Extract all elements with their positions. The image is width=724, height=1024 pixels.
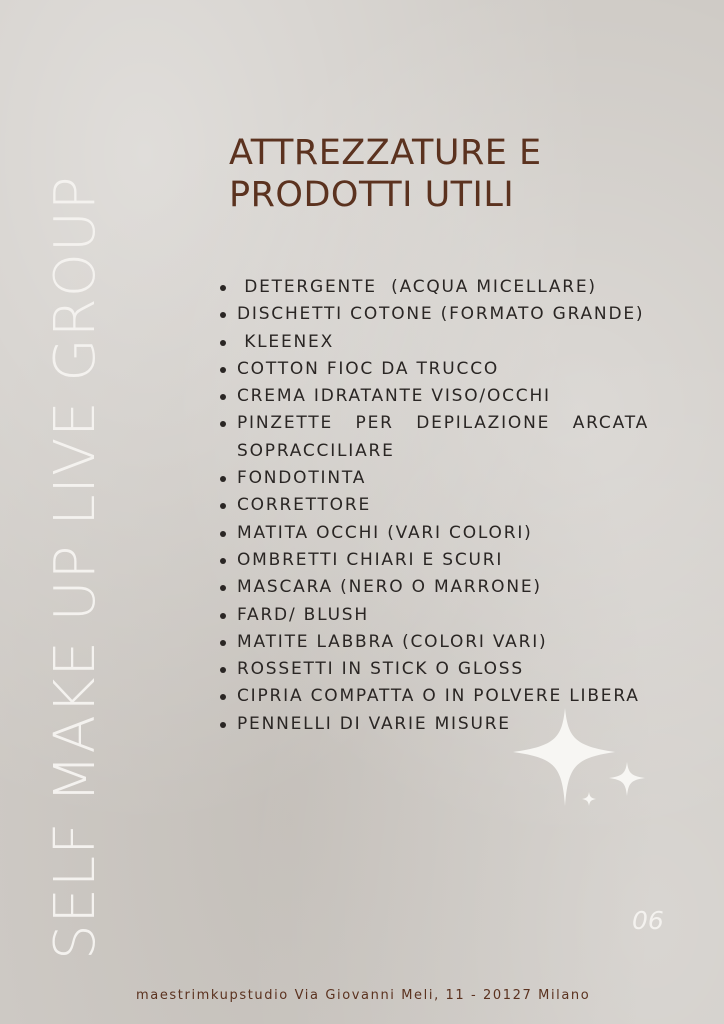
list-item: CREMA IDRATANTE VISO/OCCHI [237,383,649,410]
list-item: FARD/ BLUSH [237,602,649,629]
list-item: PINZETTE PER DEPILAZIONE ARCATA SOPRACCILIARE [237,410,649,465]
side-title: SELF MAKE UP LIVE GROUP [43,175,108,960]
list-item: COTTON FIOC DA TRUCCO [237,356,649,383]
list-item: PENNELLI DI VARIE MISURE [237,711,649,738]
sparkle-large [513,708,615,806]
list-item: OMBRETTI CHIARI E SCURI [237,547,649,574]
heading-line-1: ATTREZZATURE E [229,133,542,173]
sparkle-small [582,792,596,806]
page-number: 06 [632,906,664,935]
list-item: CIPRIA COMPATTA O IN POLVERE LIBERA [237,683,649,710]
products-list [237,274,649,738]
heading-line-2: PRODOTTI UTILI [229,175,515,215]
page-heading [229,132,542,216]
list-item: ROSSETTI IN STICK O GLOSS [237,656,649,683]
list-item: DISCHETTI COTONE (FORMATO GRANDE) [237,301,649,328]
list-item: MATITE LABBRA (COLORI VARI) [237,629,649,656]
list-item: KLEENEX [237,329,649,356]
list-item: CORRETTORE [237,492,649,519]
list-item: MASCARA (NERO O MARRONE) [237,574,649,601]
footer-address: maestrimkupstudio Via Giovanni Meli, 11 - 20127 Milano [136,988,591,1003]
list-item: MATITA OCCHI (VARI COLORI) [237,520,649,547]
sparkle-icon [505,700,655,820]
sparkle-medium [609,762,645,796]
list-item: DETERGENTE (ACQUA MICELLARE) [237,274,649,301]
list-item: FONDOTINTA [237,465,649,492]
